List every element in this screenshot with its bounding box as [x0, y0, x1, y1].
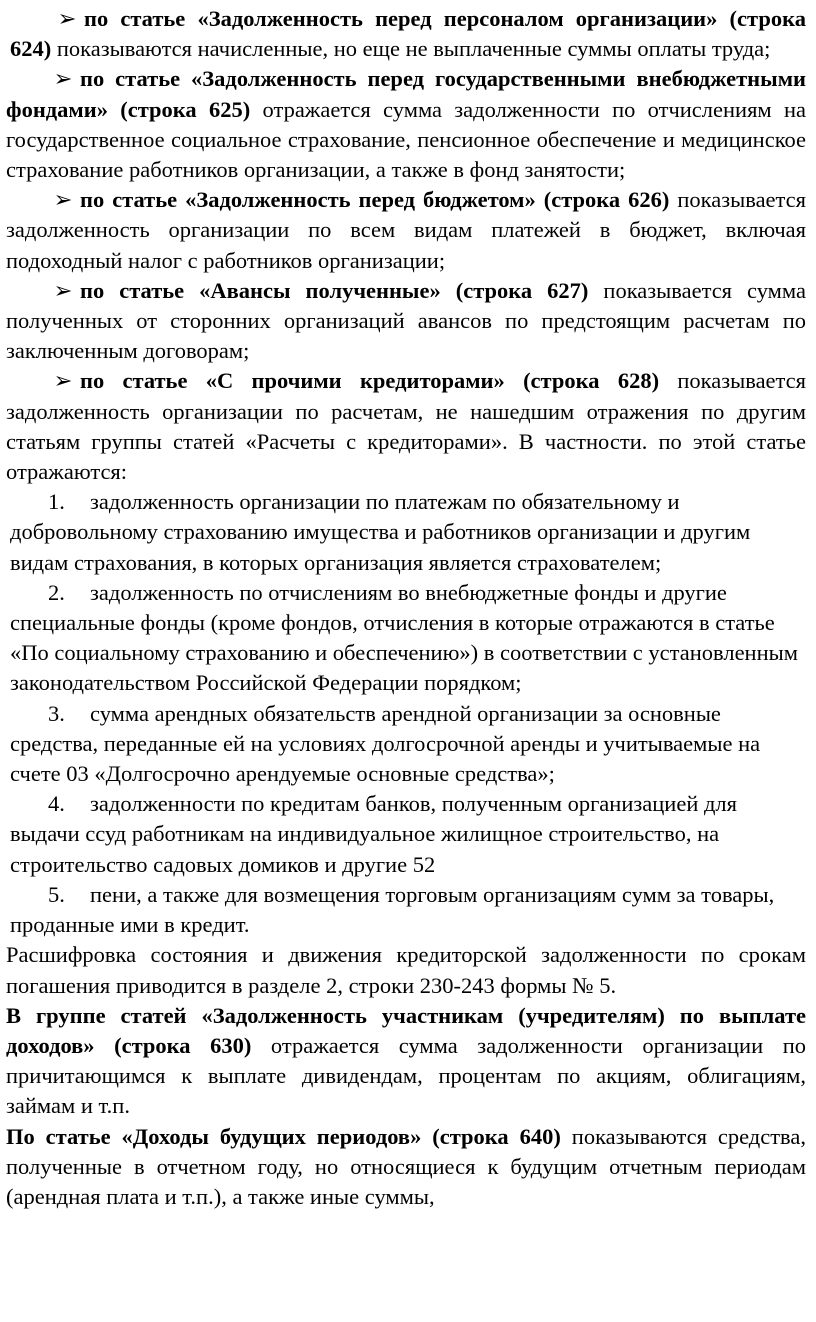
bullet-heading: по статье «Задолженность перед персоналом организации» (строка 624) — [10, 6, 806, 62]
paragraph-form5-reference — [6, 940, 806, 1000]
arrow-bullet-icon: ➢ — [53, 66, 73, 92]
arrow-bullet-icon: ➢ — [53, 368, 73, 394]
list-item — [6, 699, 806, 790]
paragraph-line-630 — [6, 1001, 806, 1122]
bullet-item-626 — [6, 185, 806, 276]
bullet-text: отражается сумма задолженности по отчислениям на государственное социальное страхование, пенсионное обеспечение и медицинское страхование работников организации, а также в фонд занятости; — [6, 96, 806, 183]
arrow-bullet-icon: ➢ — [57, 6, 77, 31]
paragraph-heading: По статье «Доходы будущих периодов» (строка 640) — [6, 1123, 561, 1149]
bullet-heading: по статье «Авансы полученные» (строка 627) — [80, 277, 589, 303]
list-item-text: пени, а также для возмещения торговым организациям сумм за товары, проданные ими в кредит. — [10, 881, 775, 938]
arrow-bullet-icon: ➢ — [53, 187, 73, 213]
bullet-item-625 — [6, 64, 806, 185]
bullet-text: показываются начисленные, но еще не выплаченные суммы оплаты труда; — [51, 36, 771, 62]
list-number: 4. — [48, 791, 65, 817]
bullet-item-624 — [6, 4, 806, 64]
bullet-text: показывается задолженность организации по всем видам платежей в бюджет, включая подоходный налог с работников организации; — [6, 187, 806, 273]
list-item-text: сумма арендных обязательств арендной организации за основные средства, переданные ей на условиях долгосрочной аренды и учитываемые на счете 03 «Долгосрочно арендуемые основные средства»; — [10, 700, 761, 787]
list-number: 2. — [48, 579, 65, 605]
arrow-bullet-icon: ➢ — [53, 277, 73, 303]
bullet-heading: по статье «Задолженность перед государственными внебюджетными фондами» (строка 625) — [6, 66, 806, 122]
list-number: 5. — [48, 881, 65, 907]
list-item — [6, 880, 806, 940]
paragraph-line-640 — [6, 1122, 806, 1213]
paragraph-heading: В группе статей «Задолженность участникам (учредителям) по выплате доходов» (строка 630) — [6, 1002, 806, 1058]
list-item-text: задолженность по отчислениям во внебюджетные фонды и другие специальные фонды (кроме фондов, отчисления в которые отражаются в статье «По социальному страхованию и обеспечению») в соответствии с установленным законодательством Российской Федерации порядком; — [10, 579, 798, 696]
paragraph-text: Расшифровка состояния и движения кредиторской задолженности по срокам погашения приводится в разделе 2, строки 230-243 формы № 5. — [6, 942, 806, 998]
list-number: 1. — [48, 489, 65, 515]
bullet-item-627 — [6, 276, 806, 367]
list-item — [6, 578, 806, 699]
paragraph-text: показываются средства, полученные в отчетном году, но относящиеся к будущим отчетным периодам (арендная плата и т.п.), а также иные суммы, — [6, 1123, 806, 1209]
numbered-list — [6, 487, 806, 940]
paragraph-text: отражается сумма задолженности организации по причитающимся к выплате дивидендам, процентам по акциям, облигациям, займам и т.п. — [6, 1032, 806, 1119]
bullet-text: показывается задолженность организации по расчетам, не нашедшим отражения по другим статьям группы статей «Расчеты с кредиторами». В частности. по этой статье отражаются: — [6, 368, 806, 485]
list-item — [6, 487, 806, 578]
bullet-heading: по статье «С прочими кредиторами» (строка 628) — [80, 368, 660, 394]
bullet-item-628 — [6, 366, 806, 487]
list-item-text: задолженности по кредитам банков, полученным организацией для выдачи ссуд работникам на индивидуальное жилищное строительство, на строительство садовых домиков и другие 52 — [10, 791, 738, 877]
list-number: 3. — [48, 700, 65, 726]
bullet-text: показывается сумма полученных от сторонних организаций авансов по предстоящим расчетам по заключенным договорам; — [6, 277, 806, 364]
list-item-text: задолженность организации по платежам по обязательному и добровольному страхованию имущества и работников организации и другим видам страхования, в которых организация является страхователем; — [10, 489, 751, 575]
list-item — [6, 789, 806, 880]
bullet-heading: по статье «Задолженность перед бюджетом» (строка 626) — [80, 187, 670, 213]
